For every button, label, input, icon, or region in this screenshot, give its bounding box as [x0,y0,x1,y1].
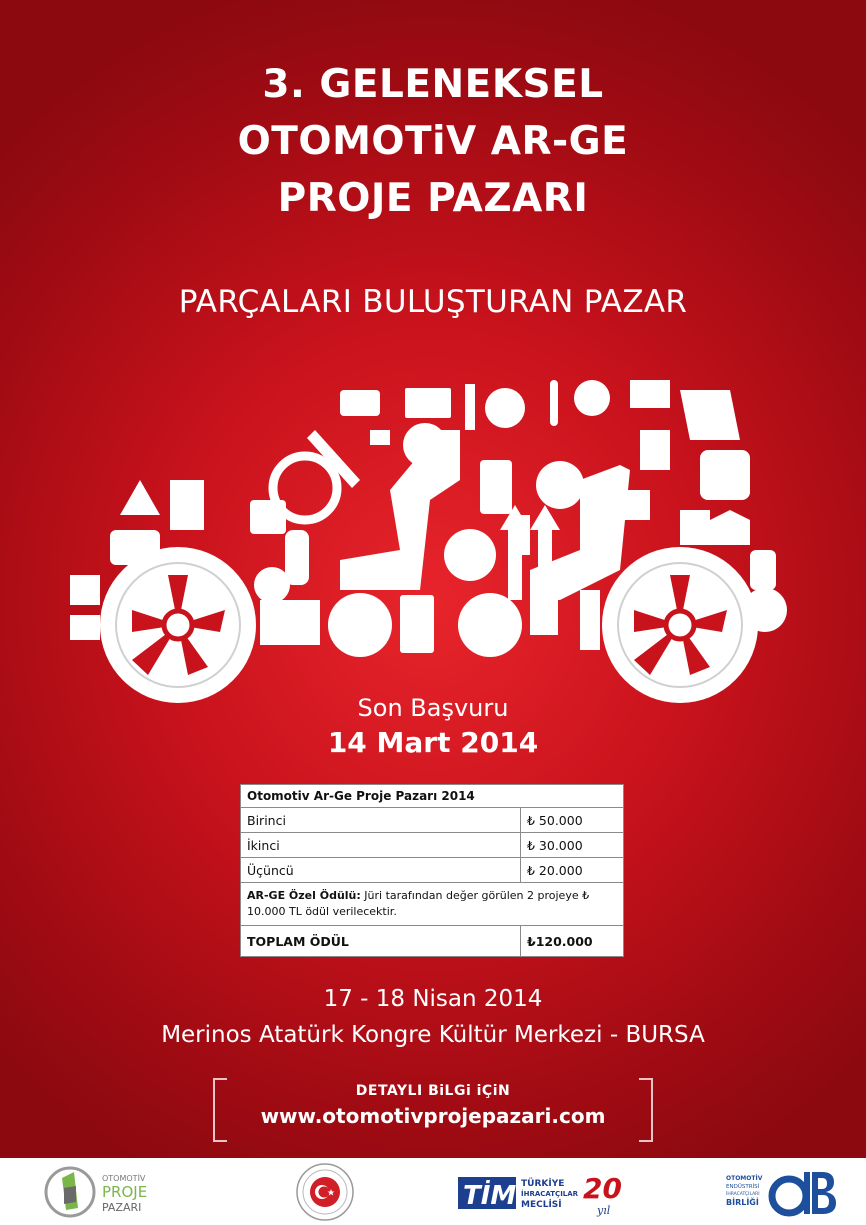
tim-line1: TÜRKİYE [521,1179,565,1189]
info-box [213,1078,653,1138]
info-label: DETAYLI BiLGi iÇiN [355,1083,511,1099]
prize-amount: ₺ 50.000 [521,808,624,833]
title-line-3: PROJE PAZARI [277,176,589,221]
tim-years: 20 [583,1172,622,1205]
total-prize-amount: ₺120.000 [521,926,624,957]
proje-pazari-logo [40,1158,170,1225]
front-wheel [100,547,256,703]
prize-amount: ₺ 30.000 [521,833,624,858]
prize-rank: Birinci [241,808,521,833]
poster-subtitle: PARÇALARI BULUŞTURAN PAZAR [178,284,688,320]
table-row [241,808,624,833]
tim-line3: MECLİSİ [521,1200,562,1210]
deadline-date: 14 Mart 2014 [327,726,539,759]
oib-logo [722,1158,842,1225]
special-prize-label: AR-GE Özel Ödülü: [247,889,361,902]
oib-brand: OİB [792,1170,794,1171]
total-prize-row [241,926,624,957]
oib-line1: OTOMOTİV [726,1175,763,1182]
deadline-label: Son Başvuru [357,694,509,722]
tim-logo [455,1158,635,1225]
prize-rank: İkinci [241,833,521,858]
tim-brand: TİM [463,1181,517,1211]
oib-line3: İHRACATÇILARI [726,1192,760,1197]
prize-rank: Üçüncü [241,858,521,883]
special-prize-text: Jüri tarafından değer görülen 2 projeye ₺ 10.000 TL ödül verilecektir. [247,889,590,918]
logo1-line1: OTOMOTİV [102,1174,146,1183]
car-parts-illustration [60,370,810,715]
oib-line2: ENDÜSTRİSİ [726,1184,760,1190]
website-link[interactable]: www.otomotivprojepazari.com [260,1104,606,1128]
prize-amount: ₺ 20.000 [521,858,624,883]
total-prize-label: TOPLAM ÖDÜL [241,926,521,957]
logo1-line3: PAZARI [102,1201,142,1214]
tim-line2: İHRACATÇILAR [521,1190,579,1198]
logo1-line2: PROJE [102,1183,148,1201]
poster-title [0,56,866,227]
table-row [241,833,624,858]
tim-yil: yıl [597,1204,611,1217]
event-dates: 17 - 18 Nisan 2014 [323,986,543,1012]
special-prize-cell [241,883,624,926]
prize-table-header: Otomotiv Ar-Ge Proje Pazarı 2014 [241,785,624,808]
title-line-2: OTOMOTiV AR-GE [237,119,629,164]
oib-line4: BİRLİĞİ [726,1198,759,1207]
prize-table-header-row [241,785,624,808]
sponsor-footer [0,1158,866,1225]
title-line-1: 3. GELENEKSEL [262,62,604,107]
special-prize-row [241,883,624,926]
event-venue: Merinos Atatürk Kongre Kültür Merkezi - BURSA [161,1022,705,1048]
ministry-seal-logo [290,1158,360,1225]
prize-table [240,784,624,957]
table-row [241,858,624,883]
rear-wheel [602,547,758,703]
